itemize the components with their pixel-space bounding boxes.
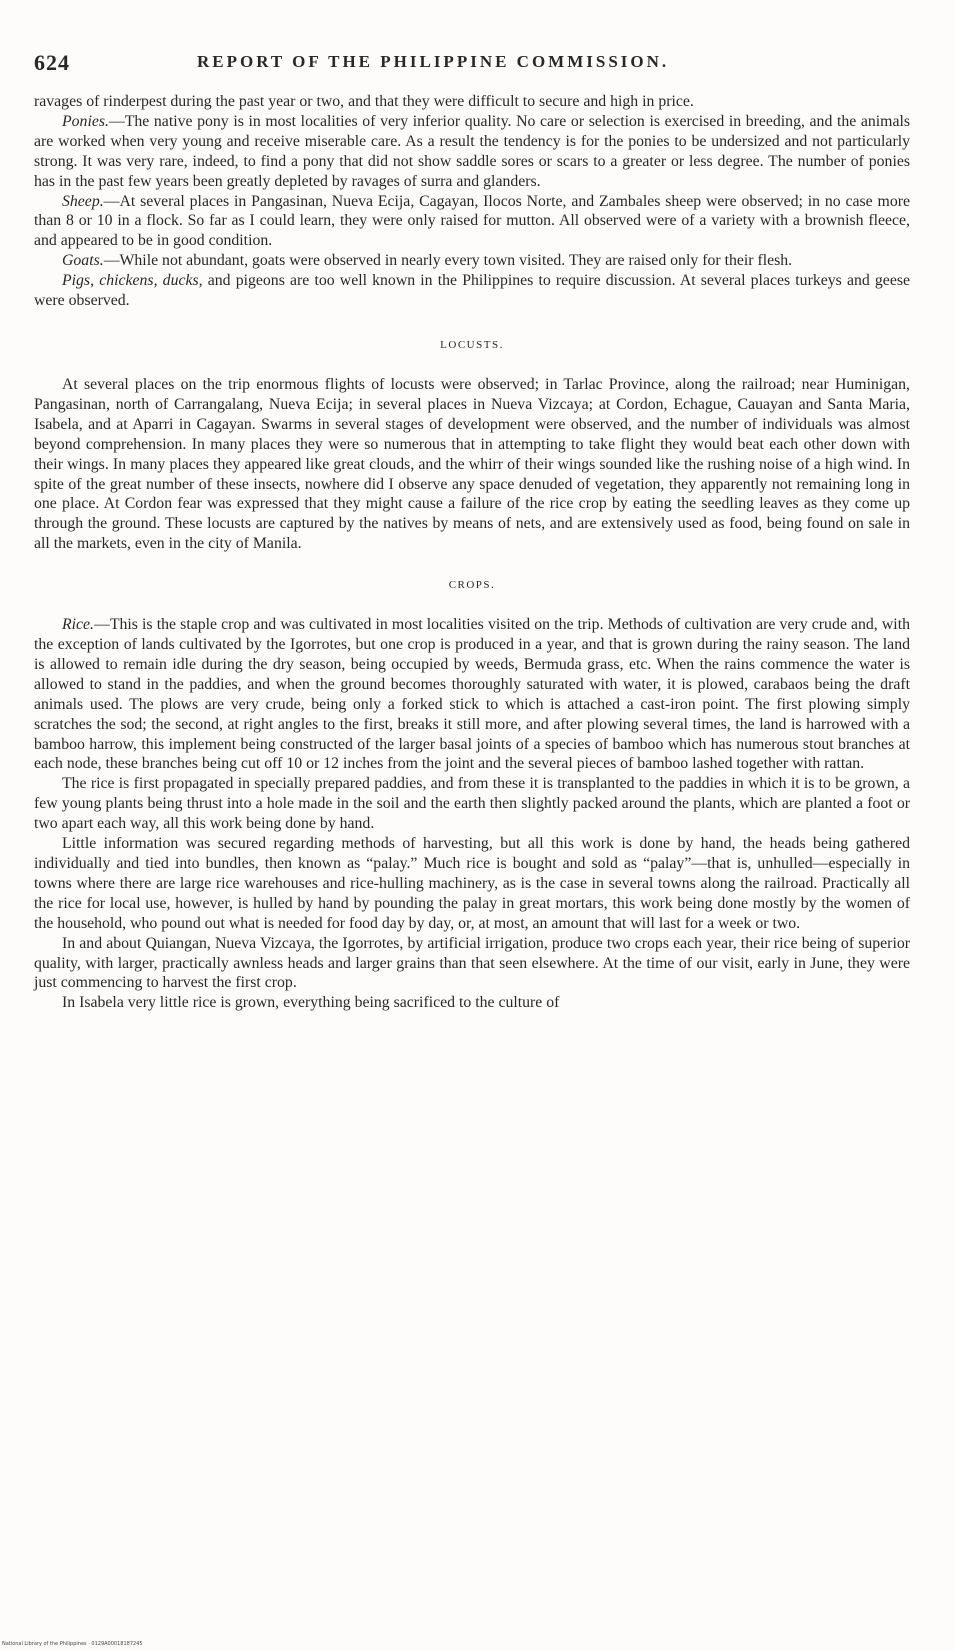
paragraph-text: The rice is first propagated in specially prepared paddies, and from these it is transplanted to the paddies in which it is to be grown, a few young plants being thrust into a hole made in the soil and the earth then slightly packed around the plants, which are planted a foot or two apart each way, all this work being done by hand. xyxy=(34,775,910,833)
paragraph-lead-ponies: Ponies. xyxy=(62,112,109,130)
paragraph-text: —While not abundant, goats were observed in nearly every town visited. They are raised only for their flesh. xyxy=(103,252,793,270)
paragraph-text: —This is the staple crop and was cultivated in most localities visited on the trip. Methods of cultivation are very crude and, with the exception of lands cultivated by the Igorrotes, but one crop is produced in a year, and that is grown during the rainy season. The land is allowed to remain idle during the dry season, being occupied by weeds, Bermuda grass, etc. When the rains commence the water is allowed to stand in the paddies, and when the ground becomes thoroughly saturated with water, it is plowed, carabaos being the draft animals used. The plows are very crude, being only a forked stick to which is attached a cast-iron point. The first plowing simply scratches the sod; the second, at right angles to the first, breaks it still more, and after plowing several times, the land is harrowed with a bamboo harrow, this implement being constructed of the larger basal joints of a species of bamboo which has numerous stout branches at each node, these branches being cut off 10 or 12 inches from the joint and the several pieces of bamboo lashed together with rattan. xyxy=(34,616,910,773)
paragraph-text: and pigeons are too well known in the Philippines to require discussion. At several places turkeys and geese were observed. xyxy=(34,272,910,310)
section-heading-locusts: LOCUSTS. xyxy=(440,338,504,351)
library-stamp: National Library of the Philippines · 0129A00018187245 xyxy=(2,1641,143,1647)
paragraph-goats xyxy=(34,251,910,271)
paragraph-rinderpest-continuation xyxy=(34,92,910,112)
paragraph-rice-propagation xyxy=(34,774,910,834)
paragraph-text: —At several places in Pangasinan, Nueva Ecija, Cagayan, Ilocos Norte, and Zambales sheep were observed; in no case more than 8 or 10 in a flock. So far as I could learn, they were only raised for mutton. All observed were of a variety with a brownish fleece, and appeared to be in good condition. xyxy=(34,192,910,250)
page-number: 624 xyxy=(34,50,70,75)
paragraph-text: In Isabela very little rice is grown, everything being sacrificed to the culture of xyxy=(62,994,560,1012)
page-header xyxy=(34,50,914,80)
page-body xyxy=(34,92,910,1013)
paragraph-text: Little information was secured regarding methods of harvesting, but all this work is done by hand, the heads being gathered individually and tied into bundles, then known as “palay.” Much rice is bought and sold as “palay”—that is, unhulled—especially in towns where there are large rice warehouses and rice-hulling machinery, as is the case in several towns along the railroad. Practically all the rice for local use, however, is hulled by hand by pounding the palay in great mortars, this work being done mostly by the women of the household, who pound out what is needed for food day by day, or, at most, an amount that will last for a week or two. xyxy=(34,835,910,932)
paragraph-pigs-chickens xyxy=(34,271,910,311)
paragraph-text: At several places on the trip enormous flights of locusts were observed; in Tarlac Province, along the railroad; near Huminigan, Pangasinan, north of Carrangalang, Nueva Ecija; in several places in Nueva Vizcaya; at Cordon, Echague, Cauayan and Santa Maria, Isabela, and at Aparri in Cagayan. Swarms in several stages of development were observed, and the number of individuals was almost beyond comprehension. In many places they were so numerous that in attempting to take flight they would beat each other down with their wings. In many places they appeared like great clouds, and the whirr of their wings sounded like the rushing noise of a high wind. In spite of the great number of these insects, nowhere did I observe any space denuded of vegetation, they apparently not remaining long in one place. At Cordon fear was expressed that they might cause a failure of the rice crop by eating the seedling leaves as they come up through the ground. These locusts are captured by the natives by means of nets, and are extensively used as food, being found on sale in all the markets, even in the city of Manila. xyxy=(34,375,910,553)
paragraph-quiangan xyxy=(34,934,910,994)
paragraph-text: —The native pony is in most localities of very inferior quality. No care or selection is exercised in breeding, and the animals are worked when very young and receive miserable care. As a result the tendency is for the ponies to be undersized and not particularly strong. It was very rare, indeed, to find a pony that did not show saddle sores or scars to a greater or less degree. The number of ponies has in the past few years been greatly depleted by ravages of surra and glanders. xyxy=(34,112,910,190)
paragraph-sheep xyxy=(34,192,910,252)
paragraph-rice xyxy=(34,615,910,774)
paragraph-lead-sheep: Sheep. xyxy=(62,192,104,210)
paragraph-harvesting xyxy=(34,834,910,934)
paragraph-text: In and about Quiangan, Nueva Vizcaya, the Igorrotes, by artificial irrigation, produce two crops each year, their rice being of superior quality, with larger, practically awnless heads and larger grains than that seen elsewhere. At the time of our visit, early in June, they were just commencing to harvest the first crop. xyxy=(34,934,910,992)
paragraph-locusts xyxy=(34,375,910,554)
paragraph-ponies xyxy=(34,112,910,192)
section-heading-crops: CROPS. xyxy=(448,579,496,592)
paragraph-text: ravages of rinderpest during the past year or two, and that they were difficult to secure and high in price. xyxy=(34,93,694,110)
paragraph-isabela xyxy=(34,993,910,1013)
running-title: REPORT OF THE PHILIPPINE COMMISSION. xyxy=(197,52,670,71)
paragraph-lead-goats: Goats. xyxy=(62,252,104,270)
paragraph-lead-rice: Rice. xyxy=(62,616,95,634)
paragraph-lead-pigs: Pigs, chickens, ducks, xyxy=(62,272,203,290)
